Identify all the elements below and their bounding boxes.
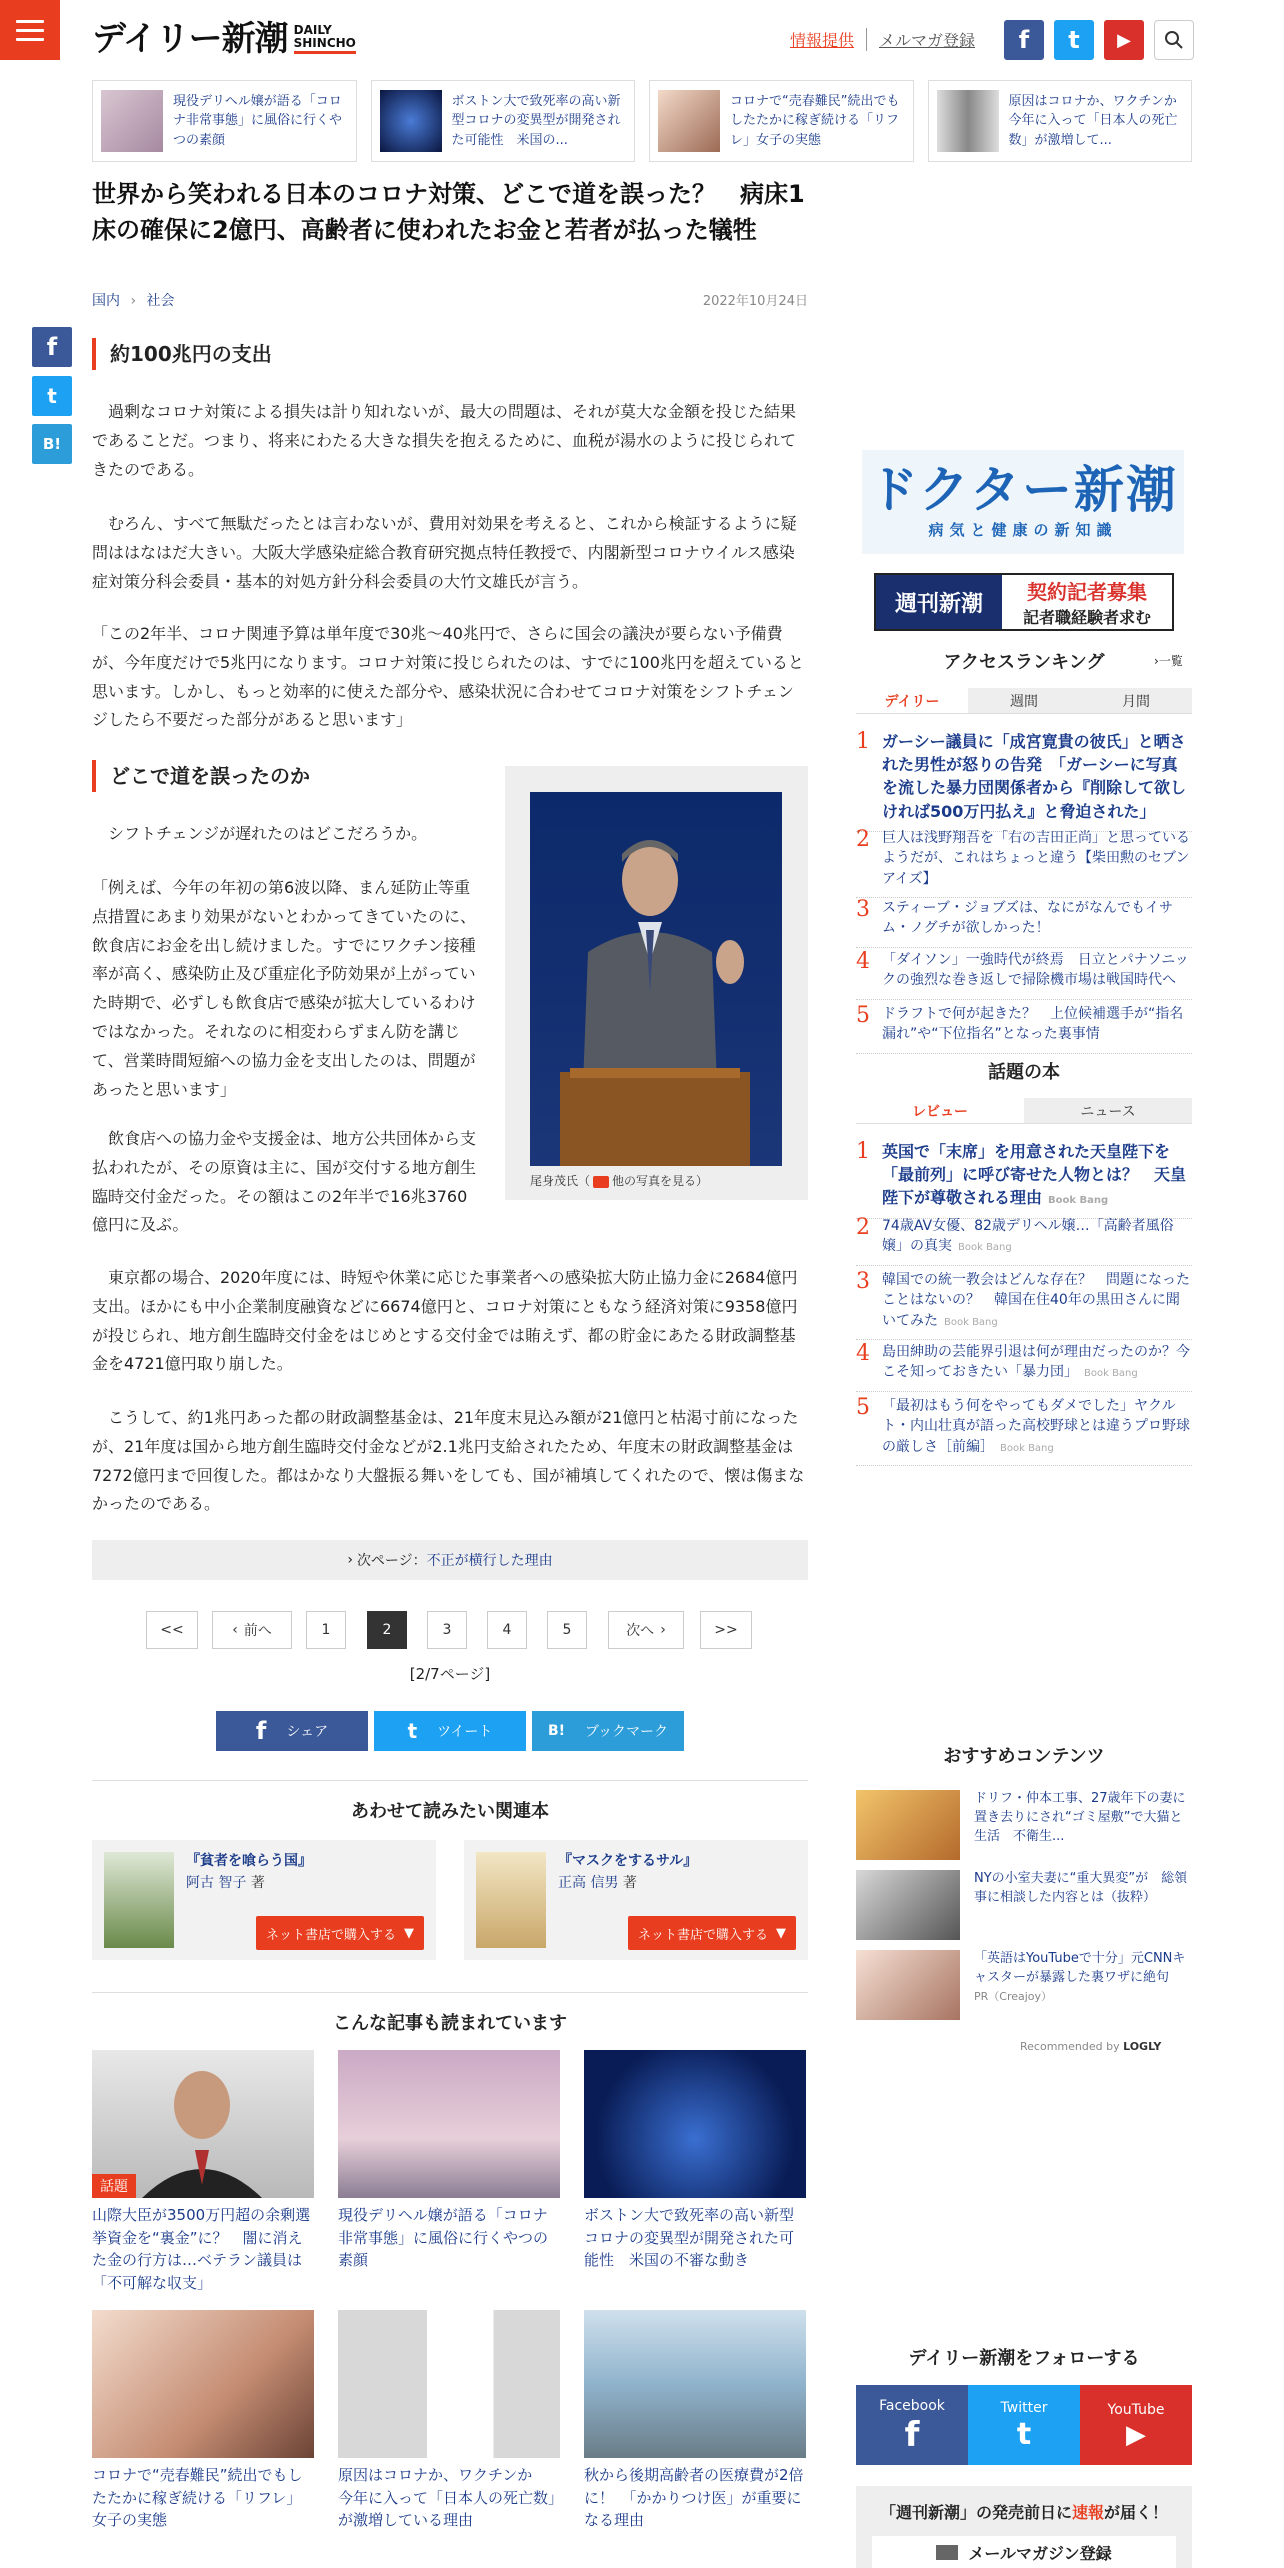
breadcrumb	[92, 290, 175, 310]
paragraph: 「この2年半、コロナ関連予算は単年度で30兆～40兆円で、さらに国会の議決が要らない予備費が、今年度だけで5兆円になります。コロナ対策に投じられたのは、すでに100兆円を超えていると思います。しかし、もっと効率的に使えた部分や、感染状況に合わせてコロナ対策をシフトチェンジしたら不要だった部分があると思います」	[92, 624, 804, 730]
ranking-item[interactable]: 4 「ダイソン」一強時代が終焉 日立とパナソニックの強烈な巻き返しで掃除機市場は戦国時代へ	[856, 950, 1192, 1000]
facebook-icon[interactable]: f	[1004, 20, 1044, 60]
ranking-tabs	[856, 688, 1192, 714]
follow-facebook-button[interactable]: Facebook f	[856, 2385, 968, 2465]
recruit-banner[interactable]: 週刊新潮 契約記者募集 記者職経験者求む	[874, 573, 1174, 631]
newsletter-box	[856, 2486, 1192, 2568]
page-title: 世界から笑われる日本のコロナ対策、どこで道を誤った？ 病床1床の確保に2億円、高齢者に使われたお金と若者が払った犠牲	[92, 180, 805, 244]
top-article-title: コロナで“売春難民”続出でもしたたかに稼ぎ続ける「リフレ」女子の実態	[730, 93, 900, 148]
ranking-item[interactable]: 2 巨人は浅野翔吾を「右の吉田正尚」と思っているようだが、これはちょっと違う【柴田勲のセブンアイズ】	[856, 828, 1192, 898]
youtube-icon: ▶	[1126, 2420, 1146, 2450]
newsletter-button[interactable]: メールマガジン登録	[872, 2536, 1176, 2568]
newsletter-link[interactable]: メルマガ登録	[879, 31, 976, 50]
header-links	[790, 28, 975, 51]
mail-icon	[936, 2545, 958, 2560]
thumbnail	[937, 90, 999, 152]
more-photos-link[interactable]: 他の写真を見る	[612, 1174, 697, 1188]
newsletter-text: 「週刊新潮」の発売前日に速報が届く！	[879, 2503, 1169, 2522]
book-item[interactable]: 4 島田紳助の芸能界引退は何が理由だったのか？今こそ知っておきたい「暴力団」 Book Bang	[856, 1342, 1192, 1392]
paragraph: 過剰なコロナ対策による損失は計り知れないが、最大の問題は、それが莫大な金額を投じた結果であることだ。つまり、将来にわたる大きな損失を抱えるために、血税が湯水のように投じられてきたのである。	[92, 402, 797, 479]
search-icon[interactable]	[1154, 20, 1194, 60]
tab-daily[interactable]: デイリー	[856, 688, 968, 713]
site-logo[interactable]	[92, 19, 356, 59]
also-read-item[interactable]	[584, 2310, 806, 2532]
recommend-item[interactable]: NYの小室夫妻に“重大異変”が 総領事に相談した内容とは（抜粋）	[856, 1870, 1192, 1940]
crumb-society[interactable]: 社会	[146, 293, 175, 309]
ranking-item[interactable]: 1 ガーシー議員に「成宮寛貴の彼氏」と晒された男性が怒りの告発 「ガーシーに写真を流した暴力団関係者から『削除して欲しければ500万円払え』と脅迫された」	[856, 730, 1192, 832]
share-facebook-button[interactable]: f シェア	[216, 1711, 368, 1751]
book-author: 正高 信男 著	[558, 1875, 637, 1891]
hatena-icon: B!	[547, 1723, 566, 1739]
thumbnail	[338, 2310, 560, 2458]
book-tabs	[856, 1098, 1192, 1124]
also-read-heading: こんな記事も読まれています	[92, 1992, 808, 2035]
youtube-icon[interactable]: ▶	[1104, 20, 1144, 60]
book-item[interactable]: 1 英国で「末席」を用意された天皇陛下を「最前列」に呼び寄せた人物とは？ 天皇陛下が尊敬される理由 Book Bang	[856, 1140, 1192, 1219]
logo-text-en: DAILY SHINCHO	[294, 24, 356, 53]
book-title[interactable]: 『貧者を喰らう国』	[186, 1853, 312, 1869]
section-heading: 約100兆円の支出	[92, 338, 808, 370]
first-page-button[interactable]: <<	[146, 1611, 198, 1649]
page-info: [2/7ページ]	[409, 1665, 491, 1683]
thumbnail	[101, 90, 163, 152]
paragraph: むろん、すべて無駄だったとは言わないが、費用対効果を考えると、これから検証するように疑問ははなはだ大きい。大阪大学感染症総合教育研究拠点特任教授で、内閣新型コロナウイルス感染症対策分科会委員・基本的対処方針分科会委員の大竹文雄氏が言う。	[92, 514, 797, 591]
thumbnail	[92, 2310, 314, 2458]
recommend-item[interactable]: 「英語はYouTubeで十分」元CNNキャスターが暴露した裏ワザに絶句 PR（Creajoy）	[856, 1950, 1192, 2020]
paragraph: 東京都の場合、2020年度には、時短や休業に応じた事業者への感染拡大防止協力金に2684億円支出。ほかにも中小企業制度融資などに6674億円と、コロナ対策にともなう経済対策に9358億円が投じられ、地方創生臨時交付金をはじめとする交付金では賄えず、都の貯金にあたる財政調整基金を4721億円取り崩した。	[92, 1268, 798, 1374]
book-cover[interactable]	[104, 1852, 174, 1948]
last-page-button[interactable]: >>	[700, 1611, 752, 1649]
top-article[interactable]	[649, 80, 914, 162]
follow-youtube-button[interactable]: YouTube ▶	[1080, 2385, 1192, 2465]
recommend-title: おすすめコンテンツ	[943, 1746, 1105, 1767]
related-books-heading: あわせて読みたい関連本	[92, 1780, 808, 1823]
thumbnail	[856, 1950, 960, 2020]
chevron-right-icon: ›	[1154, 654, 1159, 668]
next-page-button[interactable]: 次へ ›	[608, 1611, 684, 1649]
top-article[interactable]	[92, 80, 357, 162]
menu-button[interactable]	[0, 0, 60, 60]
ranking-more-link[interactable]: ›一覧	[1154, 654, 1183, 668]
ranking-item[interactable]: 3 スティーブ・ジョブズは、なにがなんでもイサム・ノグチが欲しかった！	[856, 898, 1192, 948]
share-hatena-button[interactable]: B! ブックマーク	[532, 1711, 684, 1751]
facebook-icon: f	[255, 1717, 267, 1745]
chevron-right-icon: ›	[660, 1622, 666, 1638]
book-cover[interactable]	[476, 1852, 546, 1948]
chevron-right-icon: ›	[130, 293, 137, 309]
paragraph: 飲食店への協力金や支援金は、地方公共団体から支払われたが、その原資は主に、国が交付する地方創生臨時交付金だった。その額はこの2年半で16兆3760億円に及ぶ。	[92, 1129, 477, 1235]
thumbnail	[584, 2050, 806, 2198]
page-4-button[interactable]: 4	[487, 1611, 527, 1649]
tab-monthly[interactable]: 月間	[1080, 688, 1192, 713]
buy-book-button[interactable]: ネット書店で購入する ▼	[628, 1916, 796, 1950]
chevron-left-icon: ‹	[232, 1622, 238, 1638]
top-article[interactable]	[371, 80, 636, 162]
thumbnail	[380, 90, 442, 152]
page-5-button[interactable]: 5	[547, 1611, 587, 1649]
caret-down-icon: ▼	[404, 1925, 414, 1941]
page-3-button[interactable]: 3	[427, 1611, 467, 1649]
thumbnail	[338, 2050, 560, 2198]
also-read-item[interactable]	[338, 2310, 560, 2532]
thumbnail	[856, 1790, 960, 1860]
paragraph: 「例えば、今年の年初の第6波以降、まん延防止等重点措置にあまり効果がないとわかってきていたのに、飲食店にお金を出し続けました。すでにワクチン接種率が高く、感染防止及び重症化予防効果が上がっていた時期で、必ずしも飲食店で感染が拡大しているわけではなかった。それなのに相変わらずまん防を講じて、営業時間短縮への協力金を支出したのは、問題があったと思います」	[92, 878, 477, 1099]
camera-icon	[593, 1176, 609, 1188]
thumbnail	[92, 2050, 314, 2198]
also-read-item[interactable]	[338, 2050, 560, 2272]
doctor-shincho-banner[interactable]: ドクター新潮 病気と健康の新知識	[862, 450, 1184, 554]
chevron-right-icon: ›	[347, 1552, 353, 1568]
also-read-item[interactable]	[92, 2050, 314, 2294]
paragraph: シフトチェンジが遅れたのはどこだろうか。	[92, 824, 428, 843]
book-item[interactable]: 3 韓国での統一教会はどんな存在？ 問題になったことはないの？ 韓国在住40年の黒田さんに聞いてみた Book Bang	[856, 1270, 1192, 1340]
also-read-title: 現役デリヘル嬢が語る「コロナ非常事態」に風俗に行くやつの素顔	[338, 2206, 549, 2269]
paragraph: こうして、約1兆円あった都の財政調整基金は、21年度末見込み額が21億円と枯渇寸前になったが、21年度は国から地方創生臨時交付金などが2.1兆円支給されたため、年度末の財政調整基金は7272億円まで回復した。都はかなり大盤振る舞いをしても、国が補填してくれたので、懐は傷まなかったのである。	[92, 1408, 805, 1514]
twitter-icon[interactable]: t	[1054, 20, 1094, 60]
ranking-title: アクセスランキング	[943, 652, 1105, 673]
also-read-title: 山際大臣が3500万円超の余剰選挙資金を“裏金”に？ 闇に消えた金の行方は…ベテラン議員は「不可解な収支」	[92, 2206, 311, 2292]
twitter-icon: t	[407, 1719, 418, 1743]
top-articles	[92, 80, 1192, 162]
book-item[interactable]: 5 「最初はもう何をやってもダメでした」ヤクルト・内山壮真が語った高校野球とは違うプロ野球の厳しさ［前編］ Book Bang	[856, 1396, 1192, 1466]
tab-weekly[interactable]: 週間	[968, 688, 1080, 713]
related-book	[92, 1840, 436, 1960]
also-read-item[interactable]	[584, 2050, 806, 2272]
article-date: 2022年10月24日	[702, 294, 808, 309]
prev-page-button[interactable]: ‹ 前へ	[212, 1611, 292, 1649]
follow-title: デイリー新潮をフォローする	[908, 2348, 1140, 2369]
article-photo[interactable]	[530, 792, 782, 1166]
top-article[interactable]	[928, 80, 1193, 162]
top-article-title: 原因はコロナか、ワクチンか 今年に入って「日本人の死亡数」が激増して...	[1008, 93, 1190, 148]
book-section-title: 話題の本	[988, 1062, 1060, 1083]
book-author: 阿古 智子 著	[186, 1875, 265, 1891]
buy-book-button[interactable]: ネット書店で購入する ▼	[256, 1916, 424, 1950]
facebook-icon: f	[904, 2415, 920, 2455]
also-read-title: ボストン大で致死率の高い新型コロナの変異型が開発された可能性 米国の不審な動き	[584, 2206, 795, 2269]
thumbnail	[658, 90, 720, 152]
topic-tag: 話題	[92, 2174, 136, 2198]
page-1-button[interactable]: 1	[306, 1611, 346, 1649]
top-article-title: ボストン大で致死率の高い新型コロナの変異型が開発された可能性 米国の...	[451, 93, 621, 148]
share-twitter-button[interactable]: t ツイート	[374, 1711, 526, 1751]
related-book	[464, 1840, 808, 1960]
caret-down-icon: ▼	[776, 1925, 786, 1941]
thumbnail	[584, 2310, 806, 2458]
next-page-link[interactable]: 不正が横行した理由	[426, 1553, 553, 1569]
next-page-prefix: 次ページ：	[356, 1553, 427, 1569]
side-twitter-icon[interactable]: t	[32, 376, 72, 416]
also-read-item[interactable]	[92, 2310, 314, 2532]
recommend-item[interactable]: ドリフ・仲本工事、27歳年下の妻に置き去りにされ“ゴミ屋敷”で大猫と生活 不衛生...	[856, 1790, 1192, 1860]
tab-review[interactable]: レビュー	[856, 1098, 1024, 1123]
crumb-domestic[interactable]: 国内	[92, 293, 120, 309]
side-facebook-icon[interactable]: f	[32, 327, 72, 367]
side-hatena-icon[interactable]: B!	[32, 424, 72, 464]
page-2-button[interactable]: 2	[367, 1611, 407, 1649]
tab-news[interactable]: ニュース	[1024, 1098, 1192, 1123]
follow-twitter-button[interactable]: Twitter t	[968, 2385, 1080, 2465]
twitter-icon: t	[1016, 2417, 1032, 2452]
also-read-title: コロナで“売春難民”続出でもしたたかに稼ぎ続ける「リフレ」女子の実態	[92, 2466, 303, 2529]
ranking-item[interactable]: 5 ドラフトで何が起きた？ 上位候補選手が“指名漏れ”や“下位指名”となった裏事情	[856, 1004, 1192, 1054]
next-page-box[interactable]	[92, 1540, 808, 1580]
recommended-by: Recommended by LOGLY	[1020, 2040, 1162, 2053]
top-article-title: 現役デリヘル嬢が語る「コロナ非常事態」に風俗に行くやつの素顔	[173, 93, 343, 148]
also-read-title: 秋から後期高齢者の医療費が2倍に！ 「かかりつけ医」が重要になる理由	[584, 2466, 804, 2529]
section-heading: どこで道を誤ったのか	[92, 760, 482, 792]
logo-text: デイリー新潮	[92, 19, 288, 59]
info-link[interactable]: 情報提供	[790, 28, 867, 51]
thumbnail	[856, 1870, 960, 1940]
book-item[interactable]: 2 74歳AV女優、82歳デリヘル嬢…「高齢者風俗嬢」の真実 Book Bang	[856, 1216, 1192, 1266]
photo-caption: 尾身茂氏（ 他の写真を見る）	[530, 1174, 709, 1188]
also-read-title: 原因はコロナか、ワクチンか 今年に入って「日本人の死亡数」が激増している理由	[338, 2466, 556, 2529]
book-title[interactable]: 『マスクをするサル』	[558, 1853, 698, 1869]
